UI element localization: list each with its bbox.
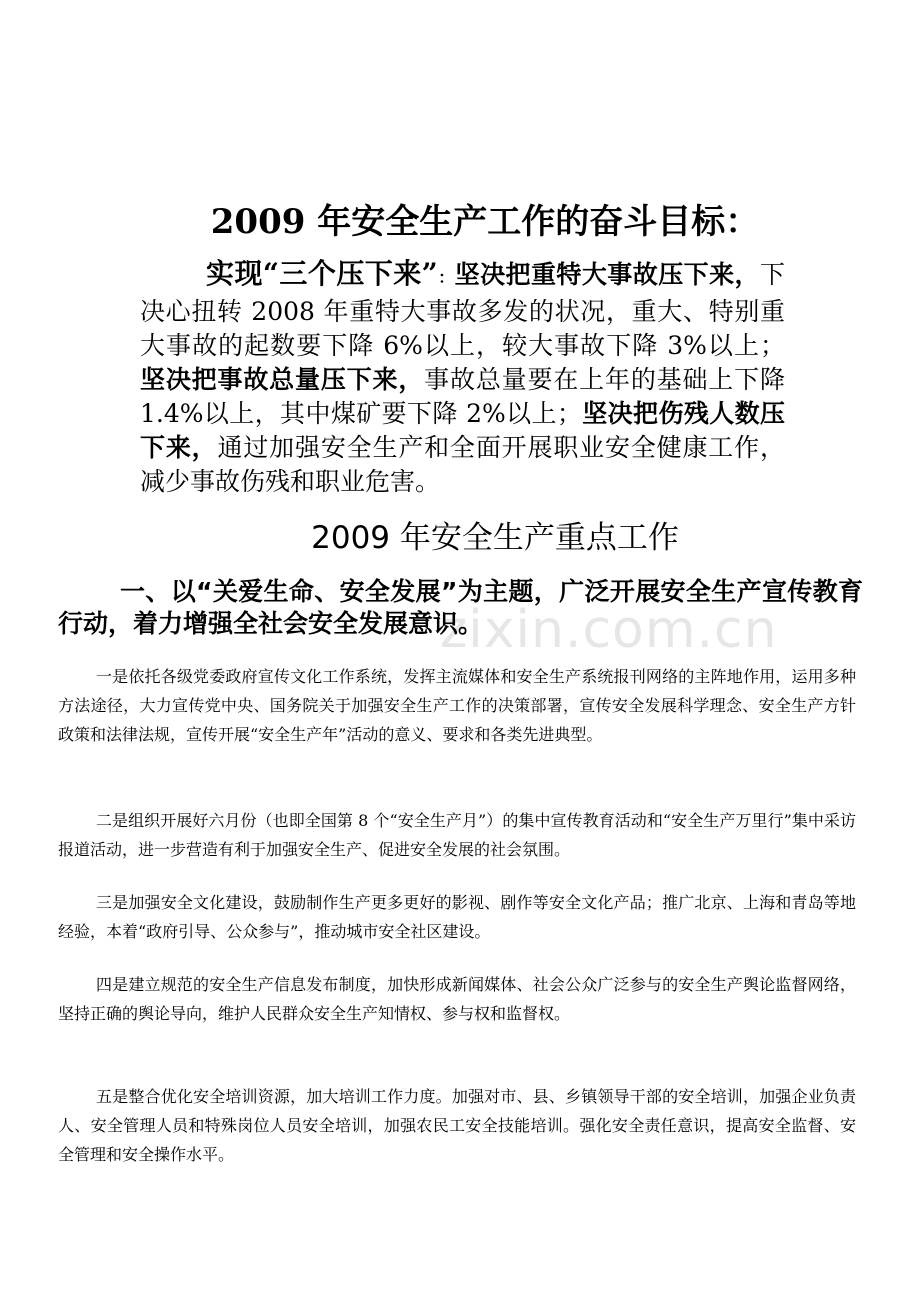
document-title: 2009 年安全生产工作的奋斗目标： bbox=[210, 202, 760, 242]
body-paragraph-3: 三是加强安全文化建设，鼓励制作生产更多更好的影视、剧作等安全文化产品；推广北京、上海和青岛等地经验，本着“政府引导、公众参与”，推动城市安全社区建设。 bbox=[58, 893, 856, 941]
goal-bold-2: 坚决把事故总量压下来， bbox=[140, 365, 425, 394]
goal-bold-1: 坚决把重特大事故压下来， bbox=[454, 260, 760, 289]
key-work-subtitle: 2009 年安全生产重点工作 bbox=[311, 520, 679, 556]
goal-colon: ： bbox=[437, 268, 455, 287]
goal-lead: 实现“三个压下来” bbox=[206, 257, 438, 290]
body-paragraph-1: 一是依托各级党委政府宣传文化工作系统，发挥主流媒体和安全生产系统报刊网络的主阵地作用，运用多种方法途径，大力宣传党中央、国务院关于加强安全生产工作的决策部署，宣传安全发展科学理念、安全生产方针政策和法律法规，宣传开展“安全生产年”活动的意义、要求和各类先进典型。 bbox=[58, 667, 856, 744]
watermark: zixin.com.cn bbox=[440, 600, 778, 660]
section-heading: 一、以“关爱生命、安全发展”为主题，广泛开展安全生产宣传教育行动，着力增强全社会安全发展意识。 bbox=[58, 577, 863, 638]
goal-text-2: 事故总量要在上年的基础上下降 1.4%以上，其中煤矿要下降 2%以上； bbox=[140, 365, 785, 428]
goal-text-1: 下决心扭转 2008 年重特大事故多发的状况，重大、特别重大事故的起数要下降 6%以上，较大事故下降 3%以上； bbox=[140, 260, 785, 360]
body-paragraph-2: 二是组织开展好六月份（也即全国第 8 个“安全生产月”）的集中宣传教育活动和“安全生产万里行”集中采访报道活动，进一步营造有利于加强安全生产、促进安全发展的社会氛围。 bbox=[58, 811, 856, 859]
goal-paragraph bbox=[140, 257, 785, 499]
body-paragraph-4: 四是建立规范的安全生产信息发布制度，加快形成新闻媒体、社会公众广泛参与的安全生产舆论监督网络，坚持正确的舆论导向，维护人民群众安全生产知情权、参与权和监督权。 bbox=[58, 975, 856, 1023]
goal-text-3: 通过加强安全生产和全面开展职业安全健康工作，减少事故伤残和职业危害。 bbox=[140, 433, 785, 496]
body-paragraph-5: 五是整合优化安全培训资源，加大培训工作力度。加强对市、县、乡镇领导干部的安全培训，加强企业负责人、安全管理人员和特殊岗位人员安全培训，加强农民工安全技能培训。强化安全责任意识，提高安全监督、安全管理和安全操作水平。 bbox=[58, 1087, 856, 1164]
goal-bold-3: 坚决把伤残人数压下来， bbox=[140, 399, 785, 462]
